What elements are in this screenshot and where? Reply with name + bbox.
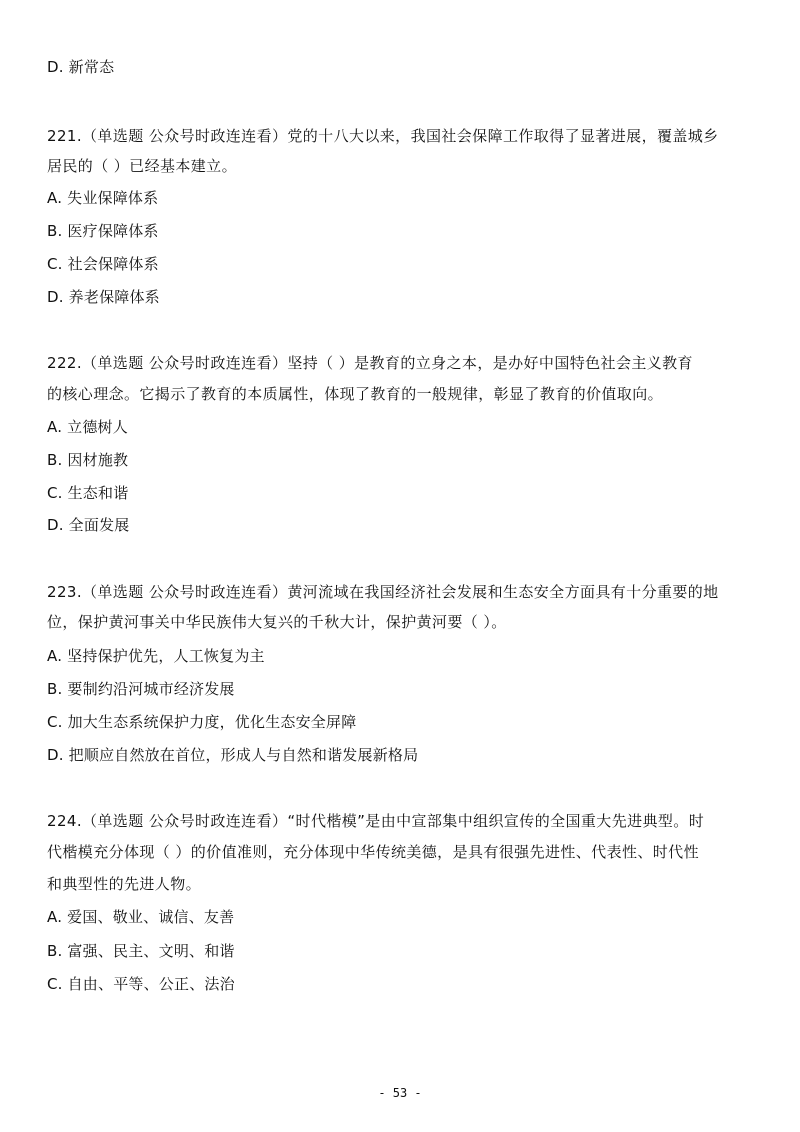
option-c: C. 自由、平等、公正、法治: [47, 975, 235, 993]
option-d: D. 养老保障体系: [47, 288, 160, 306]
option-b: B. 富强、民主、文明、和谐: [47, 942, 235, 960]
option-b: B. 要制约沿河城市经济发展: [47, 680, 235, 698]
question-stem-line: 和典型性的先进人物。: [47, 875, 202, 893]
option-c: C. 加大生态系统保护力度，优化生态安全屏障: [47, 713, 357, 731]
option-a: A. 爱国、敬业、诚信、友善: [47, 908, 235, 926]
option-b: B. 医疗保障体系: [47, 222, 159, 240]
option-c: C. 社会保障体系: [47, 255, 159, 273]
question-stem-line: 223.（单选题 公众号时政连连看）黄河流域在我国经济社会发展和生态安全方面具有十分重要的地: [47, 583, 719, 601]
question-stem-line: 224.（单选题 公众号时政连连看）“时代楷模”是由中宣部集中组织宣传的全国重大先进典型。时: [47, 812, 705, 830]
option-b: B. 因材施教: [47, 451, 129, 469]
question-stem-line: 222.（单选题 公众号时政连连看）坚持（ ）是教育的立身之本，是办好中国特色社会主义教育: [47, 354, 693, 372]
option-a: A. 立德树人: [47, 418, 128, 436]
option-d: D. 新常态: [47, 58, 115, 76]
question-stem-line: 代楷模充分体现（ ）的价值准则，充分体现中华传统美德，是具有很强先进性、代表性、时代性: [47, 843, 699, 861]
option-d: D. 把顺应自然放在首位，形成人与自然和谐发展新格局: [47, 746, 419, 764]
question-stem-line: 221.（单选题 公众号时政连连看）党的十八大以来，我国社会保障工作取得了显著进展，覆盖城乡: [47, 127, 719, 145]
question-stem-line: 居民的（ ）已经基本建立。: [47, 157, 237, 175]
page-number: - 53 -: [378, 1086, 422, 1100]
option-d: D. 全面发展: [47, 516, 130, 534]
question-stem-line: 位，保护黄河事关中华民族伟大复兴的千秋大计，保护黄河要（ ）。: [47, 613, 507, 631]
option-a: A. 坚持保护优先，人工恢复为主: [47, 647, 265, 665]
question-stem-line: 的核心理念。它揭示了教育的本质属性，体现了教育的一般规律，彰显了教育的价值取向。: [47, 385, 664, 403]
option-c: C. 生态和谐: [47, 484, 129, 502]
option-a: A. 失业保障体系: [47, 189, 159, 207]
